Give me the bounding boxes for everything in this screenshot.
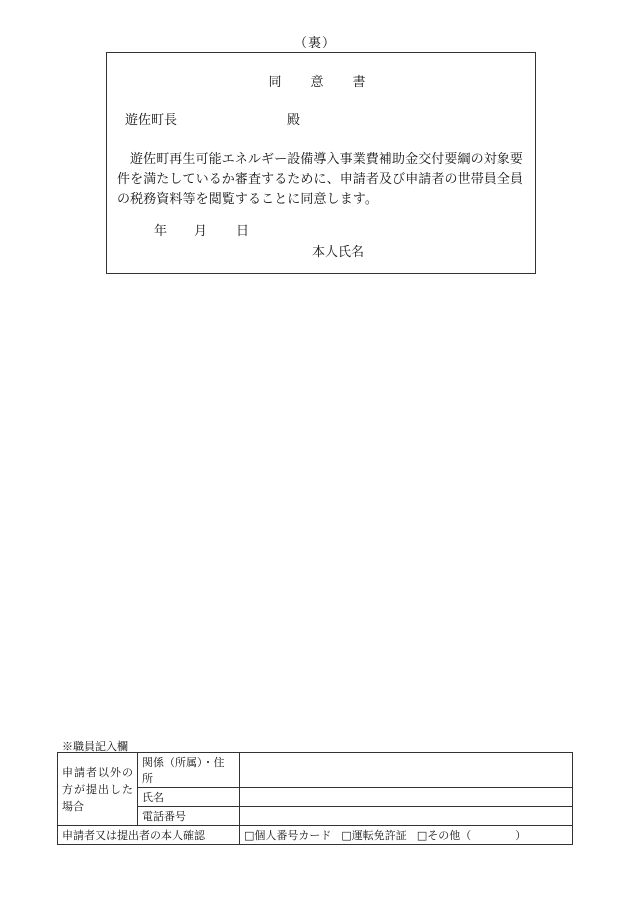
consent-form-box [106, 52, 536, 274]
phone-label: 電話番号 [138, 807, 240, 826]
honorific: 殿 [287, 113, 301, 128]
table-row [58, 826, 573, 845]
addressee: 遊佐町長 [125, 113, 178, 128]
name-field[interactable] [240, 788, 573, 807]
staff-entry-table [57, 752, 573, 845]
table-row [58, 753, 573, 788]
date-year-label: 年 [154, 224, 168, 239]
consent-title: 同 意 書 [268, 75, 374, 90]
checkbox-other[interactable]: □その他（ ） [416, 829, 527, 842]
name-label: 氏名 [138, 788, 240, 807]
date-month-label: 月 [194, 224, 208, 239]
checkbox-mynumber-card[interactable]: □個人番号カード [244, 829, 332, 842]
page-side-label: （裏） [293, 36, 336, 51]
staff-section-label: ※職員記入欄 [62, 740, 128, 753]
submitter-label-cell: 申請者以外の方が提出した場合 [58, 753, 138, 826]
date-line [154, 220, 249, 239]
checkbox-drivers-license[interactable]: □運転免許証 [341, 829, 407, 842]
id-confirm-options [240, 826, 573, 845]
id-confirm-label: 申請者又は提出者の本人確認 [58, 826, 240, 845]
signature-label: 本人氏名 [312, 245, 365, 260]
date-day-label: 日 [236, 224, 250, 239]
relation-address-field[interactable] [240, 753, 573, 788]
consent-body-text: 遊佐町再生可能エネルギー設備導入事業費補助金交付要綱の対象要件を満たしているか審査するために、申請者及び申請者の世帯員全員の税務資料等を閲覧することに同意します。 [117, 152, 524, 207]
phone-field[interactable] [240, 807, 573, 826]
relation-address-label: 関係（所属）・住所 [138, 753, 240, 788]
